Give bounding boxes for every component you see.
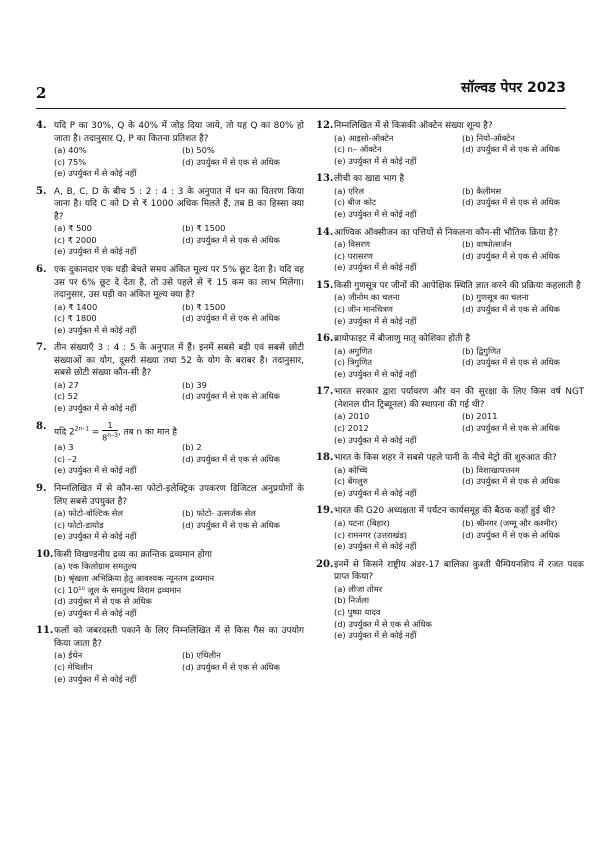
options-list: [54, 145, 304, 180]
option-item: (e) उपर्युक्त में से कोई नहीं: [54, 403, 137, 414]
option-item: (a) 3: [54, 442, 74, 453]
option-item: (e) उपर्युक्त में से कोई नहीं: [334, 315, 417, 326]
option-item: (b) कैलीमस: [462, 185, 502, 196]
denominator-base: 8: [102, 433, 108, 443]
option-item: (d) उपर्युक्त में से एक से अधिक: [182, 519, 280, 530]
question-body: [54, 120, 304, 180]
question-item: [316, 452, 584, 499]
option-item: (c) 75%: [54, 156, 87, 167]
question-number: 8.: [36, 420, 47, 432]
question-item: [36, 549, 304, 619]
options-list: [54, 442, 304, 477]
options-list: [334, 186, 584, 221]
question-body: [334, 227, 584, 274]
question-body: [334, 452, 584, 499]
option-item: (c) परासरण: [334, 250, 373, 261]
header-rule: [36, 108, 566, 109]
option-item: (a) कोच्चि: [334, 464, 368, 475]
question-body: [54, 625, 304, 685]
question-item: [316, 559, 584, 642]
option-item: (a) ईथेन: [54, 650, 83, 661]
question-number: 4.: [36, 120, 47, 131]
option-item: (c) –2: [54, 453, 78, 464]
question-number: 7.: [36, 342, 47, 354]
question-item: [36, 120, 304, 180]
option-item: (b) 2: [182, 442, 202, 453]
right-column: [316, 120, 584, 648]
question-text: निम्नलिखित में से कौन-सा फोटो-इलेक्ट्रिक उपकरण डिजिटल अनुप्रयोगों के लिए सबसे उपयुक्त है?: [54, 484, 304, 507]
question-item: [36, 264, 304, 336]
exponent: 2n–1: [74, 424, 90, 432]
option-item: (b) नियो-ऑक्टेन: [462, 132, 515, 143]
question-text: [54, 421, 304, 443]
question-text: इनमें से किसने राष्ट्रीय अंडर-17 बालिका कुश्ती चैम्पियनशिप में रजत पदक प्राप्त किया?: [334, 559, 584, 583]
question-text-prefix: यदि 2: [54, 426, 75, 437]
option-item: (a) ₹ 500: [54, 223, 92, 234]
question-body: [54, 342, 304, 414]
option-item: (a) लीजा तोमर: [334, 583, 383, 594]
question-body: [54, 483, 304, 543]
option-item: (a) आइसो-ऑक्टेन: [334, 132, 394, 143]
option-item: (d) उपर्युक्त में से एक से अधिक: [462, 423, 560, 433]
denominator-exponent: n–3: [107, 431, 118, 439]
option-item: (a) फोटो-वोल्टिक सेल: [54, 508, 124, 519]
option-item: (a) 40%: [54, 145, 87, 155]
option-item: (e) उपर्युक्त में से कोई नहीं: [54, 168, 137, 179]
question-number: 10.: [36, 548, 54, 560]
option-item: (a) विसरण: [334, 239, 370, 250]
option-item: (c) 10¹⁰ जूल के समतुल्य विराम द्रव्यमान: [54, 584, 182, 595]
option-item: (e) उपर्युक्त में से कोई नहीं: [334, 541, 417, 552]
option-item: (b) गुणसूत्र का चलना: [462, 292, 529, 303]
option-item: (b) ₹ 1500: [182, 301, 226, 312]
option-item: (d) उपर्युक्त में से एक से अधिक: [334, 618, 432, 629]
question-number: 20.: [316, 558, 334, 570]
fraction-numerator: 1: [102, 421, 118, 431]
option-item: (b) विशाखापत्तनम: [462, 464, 520, 475]
option-item: (c) 2012: [334, 423, 369, 433]
question-text: लीची का खाद्य भाग है: [334, 174, 405, 185]
question-text-suffix: , तब n का मान है: [117, 426, 177, 437]
option-item: (b) श्रीनगर (जम्मू और कश्मीर): [462, 517, 558, 528]
option-item: (c) n– ऑक्टेन: [334, 144, 382, 155]
options-list: [334, 518, 584, 553]
question-number: 6.: [36, 264, 47, 276]
option-item: (e) उपर्युक्त में से कोई नहीं: [54, 465, 137, 476]
options-list: [54, 302, 304, 337]
option-item: (e) उपर्युक्त में से कोई नहीं: [54, 324, 137, 335]
question-number: 17.: [316, 386, 334, 398]
question-body: [54, 264, 304, 336]
option-item: (a) ₹ 1400: [54, 301, 98, 312]
question-number: 19.: [316, 505, 334, 517]
option-item: (b) वाष्पोत्सर्जन: [462, 239, 512, 250]
option-item: (e) उपर्युक्त में से कोई नहीं: [334, 262, 417, 273]
options-list: [334, 239, 584, 274]
option-item: (d) उपर्युक्त में से एक से अधिक: [462, 476, 560, 487]
question-text: किसी विखण्डनीय द्रव्य का क्रान्तिक द्रव्यमान होगा: [54, 549, 212, 560]
options-list: [334, 465, 584, 500]
question-number: 9.: [36, 483, 47, 495]
option-item: (e) उपर्युक्त में से कोई नहीं: [334, 368, 417, 379]
question-number: 13.: [316, 173, 334, 185]
question-item: [316, 280, 584, 327]
question-body: [334, 333, 584, 380]
option-item: (c) जीन मानचित्रण: [334, 303, 393, 314]
question-text: आण्विक ऑक्सीजन का पत्तियों से निकलना कौन-सी भौतिक क्रिया है?: [334, 227, 558, 238]
question-number: 15.: [316, 279, 334, 291]
option-item: (b) एथिलीन: [182, 650, 221, 661]
options-list: [54, 561, 304, 619]
option-item: (d) उपर्युक्त में से एक से अधिक: [182, 453, 280, 464]
question-text: यदि P का 30%, Q के 40% में जोड़ दिया जाये, तो यह Q का 80% हो जाता है। तदानुसार Q, P का कितना प्रतिशत है?: [54, 121, 304, 144]
question-item: [36, 625, 304, 685]
option-item: (e) उपर्युक्त में से कोई नहीं: [54, 531, 137, 542]
question-text: फलों को जबरदस्ती पकाने के लिए निम्नलिखित में से किस गैस का उपयोग किया जाता है?: [54, 626, 304, 649]
option-item: (a) अगुणित: [334, 345, 373, 356]
option-item: (b) 50%: [182, 145, 215, 155]
question-body: [334, 173, 584, 220]
question-body: [334, 386, 584, 446]
question-body: [54, 186, 304, 258]
question-text: ब्रायोफाइट में बीजाणु मातृ कोशिका होती है: [334, 334, 470, 345]
option-item: (e) उपर्युक्त में से कोई नहीं: [334, 155, 417, 166]
option-item: (a) एरिल: [334, 185, 364, 196]
option-item: (c) बीज कोट: [334, 197, 377, 208]
question-text: निम्नलिखित में से किसकी ऑक्टेन संख्या शून्य है?: [334, 121, 493, 131]
question-number: 11.: [36, 625, 54, 637]
option-item: (b) 39: [182, 379, 207, 390]
question-body: [334, 559, 584, 642]
option-item: (c) ₹ 1800: [54, 313, 97, 324]
left-column: [36, 120, 304, 691]
option-item: (d) उपर्युक्त में से एक से अधिक: [462, 357, 560, 368]
option-item: (c) त्रिगुणित: [334, 357, 372, 368]
option-item: (c) पुष्पा यादव: [334, 606, 381, 617]
running-title: सॉल्वड पेपर 2023: [460, 80, 566, 96]
options-list: [334, 292, 584, 327]
options-list: [54, 508, 304, 543]
question-body: [54, 549, 304, 619]
option-item: (e) उपर्युक्त में से कोई नहीं: [54, 607, 137, 618]
option-item: (d) उपर्युक्त में से एक से अधिक: [462, 529, 560, 540]
option-item: (b) निर्जला: [334, 595, 370, 606]
option-item: (c) 52: [54, 391, 79, 402]
option-item: (d) उपर्युक्त में से एक से अधिक: [462, 144, 560, 155]
options-list: [334, 133, 584, 168]
option-item: (e) उपर्युक्त में से कोई नहीं: [54, 673, 137, 684]
question-text: भारत सरकार द्वारा पर्यावरण और वन की सुरक्षा के लिए किस वर्ष NGT (नेशनल ग्रीन ट्रिब्यूनल) की स्थापना की गई थी?: [334, 387, 584, 410]
option-item: (c) फोटो-डायोड: [54, 519, 104, 530]
option-item: (d) उपर्युक्त में से एक से अधिक: [462, 197, 560, 208]
option-item: (e) उपर्युक्त में से कोई नहीं: [54, 246, 137, 257]
options-list: [54, 380, 304, 415]
question-item: [36, 421, 304, 477]
option-item: (d) उपर्युक्त में से एक से अधिक: [54, 596, 152, 607]
fraction-denominator: [102, 431, 118, 443]
options-list: [334, 346, 584, 381]
option-item: (c) बेंगलुरु: [334, 476, 368, 487]
option-item: (d) उपर्युक्त में से एक से अधिक: [462, 303, 560, 314]
question-body: [54, 421, 304, 477]
fraction: [102, 421, 118, 443]
option-item: (a) पटना (बिहार): [334, 517, 390, 528]
question-body: [334, 280, 584, 327]
options-list: [54, 223, 304, 258]
options-list: [54, 650, 304, 685]
option-item: (b) श्रृंखला अभिक्रिया हेतु आवश्यक न्यूनतम द्रव्यमान: [54, 572, 215, 583]
question-number: 12.: [316, 120, 334, 131]
option-item: (e) उपर्युक्त में से कोई नहीं: [334, 630, 417, 641]
option-item: (c) मेथिलीन: [54, 661, 93, 672]
question-text: भारत की G20 अध्यक्षता में पर्यटन कार्यसमूह की बैठक कहाँ हुई थी?: [334, 506, 556, 517]
option-item: (d) उपर्युक्त में से एक से अधिक: [182, 391, 280, 402]
question-text: भारत के किस शहर ने सबसे पहले पानी के नीचे मेट्रो की शुरुआत की?: [334, 453, 557, 464]
options-list: [334, 411, 584, 446]
question-item: [316, 505, 584, 552]
page-number: 2: [36, 84, 47, 102]
option-item: (d) उपर्युक्त में से एक से अधिक: [182, 313, 280, 324]
question-number: 5.: [36, 185, 47, 197]
option-item: (b) ₹ 1500: [182, 223, 226, 234]
option-item: (a) जीनोम का चलना: [334, 292, 400, 303]
question-number: 16.: [316, 333, 334, 345]
question-item: [316, 386, 584, 446]
question-body: [334, 505, 584, 552]
question-item: [316, 227, 584, 274]
option-item: (e) उपर्युक्त में से कोई नहीं: [334, 487, 417, 498]
question-text: A, B, C, D के बीच 5 : 2 : 4 : 3 के अनुपात में धन का वितरण किया जाना है। यदि C को D से ₹ 1000 अधिक मिलते हैं, तब B का हिस्सा क्या है?: [54, 186, 304, 222]
option-item: (b) फोटो- उत्सर्जक सेल: [182, 508, 256, 519]
question-text: एक दुकानदार एक घड़ी बेचते समय अंकित मूल्य पर 5% छूट देता है। यदि वह उस पर 6% छूट दे देता है, तो उसे पहले से ₹ 15 कम का लाभ मिलेगा। तदानुसार, उस घड़ी का अंकित मूल्य क्या है?: [54, 265, 304, 301]
question-item: [36, 483, 304, 543]
page-header: [36, 78, 566, 104]
question-number: 14.: [316, 226, 334, 238]
option-item: (a) एक किलोग्राम समतुल्य: [54, 561, 137, 572]
option-item: (c) रामनगर (उत्तराखंड): [334, 529, 408, 540]
question-number: 18.: [316, 452, 334, 464]
question-body: [334, 120, 584, 167]
question-item: [316, 333, 584, 380]
question-text: किसी गुणसूत्र पर जीनों की आपेक्षिक स्थिति ज्ञात करने की प्रक्रिया कहलाती है: [334, 280, 581, 291]
option-item: (a) 2010: [334, 411, 370, 422]
options-list: [334, 584, 584, 642]
question-item: [316, 173, 584, 220]
option-item: (c) ₹ 2000: [54, 234, 97, 245]
option-item: (d) उपर्युक्त में से एक से अधिक: [182, 156, 280, 167]
option-item: (d) उपर्युक्त में से एक से अधिक: [182, 234, 280, 245]
option-item: (b) द्विगुणित: [462, 345, 501, 356]
question-text: तीन संख्याएँ 3 : 4 : 5 के अनुपात में हैं। इनमें सबसे बड़ी एवं सबसे छोटी संख्याओं का योग, दूसरी संख्या तथा 52 के योग के बराबर है। तदानुसार, सबसे छोटी संख्या कौन-सी है?: [54, 343, 304, 379]
option-item: (b) 2011: [462, 411, 498, 422]
question-item: [36, 342, 304, 414]
option-item: (e) उपर्युक्त में से कोई नहीं: [334, 434, 417, 445]
option-item: (d) उपर्युक्त में से एक से अधिक: [462, 250, 560, 261]
equals-sign: =: [89, 426, 103, 437]
option-item: (a) 27: [54, 379, 79, 390]
question-item: [36, 186, 304, 258]
option-item: (d) उपर्युक्त में से एक से अधिक: [182, 661, 280, 672]
option-item: (e) उपर्युक्त में से कोई नहीं: [334, 208, 417, 219]
question-item: [316, 120, 584, 167]
